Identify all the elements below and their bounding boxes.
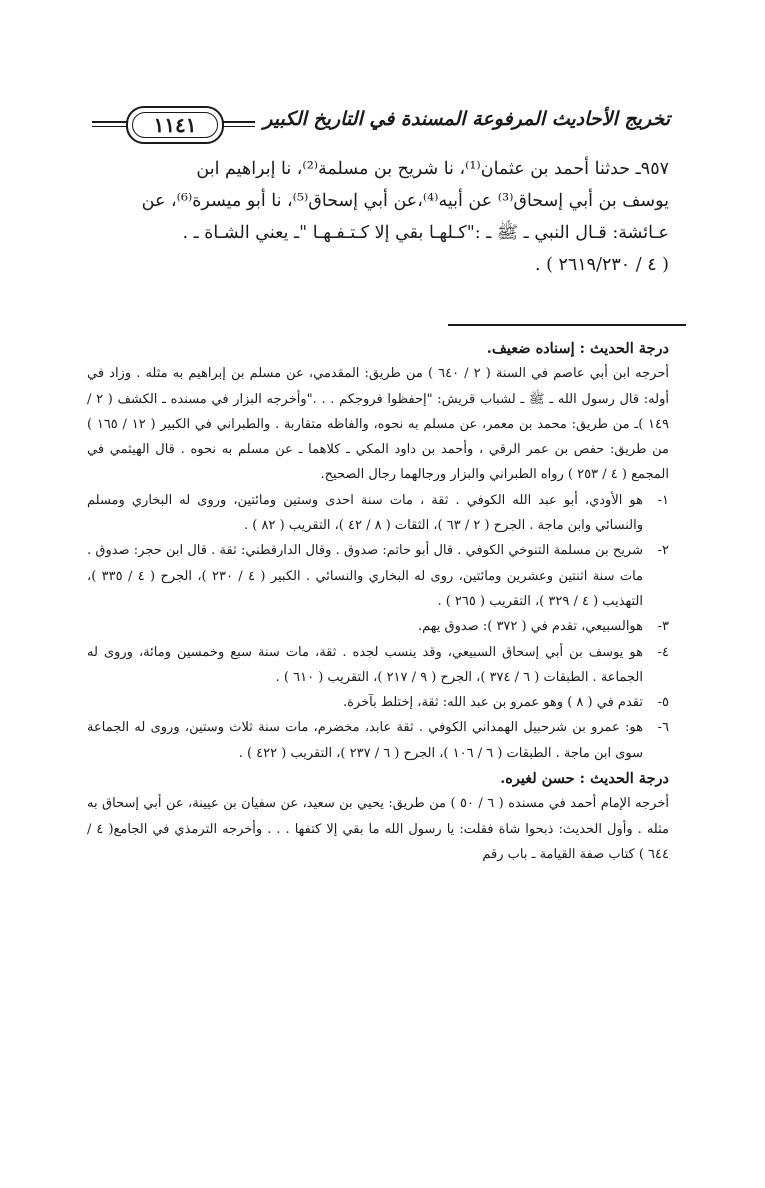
footnote-4	[87, 640, 669, 691]
footnote-5	[87, 690, 669, 715]
running-header	[92, 103, 670, 145]
footnote-3	[87, 614, 669, 639]
footnote-text: هوالسبيعي، تقدم في ( ٣٧٢ ): صدوق يهم.	[417, 619, 643, 635]
footnote-number: ٣-	[657, 619, 669, 635]
footnote-text: تقدم في ( ٨ ) وهو عمرو بن عبد الله: ثقة، إختلط بآخرة.	[343, 695, 643, 711]
footnote-divider	[448, 324, 686, 326]
running-title: تخريج الأحاديث المرفوعة المسندة في التاريخ الكبير	[255, 108, 670, 130]
hadith-line: ٩٥٧ـ حدثنا أحمد بن عثمان⁽¹⁾، نا شريح بن مسلمة⁽²⁾، نا إبراهيم ابن	[196, 159, 669, 179]
takhrij-paragraph: أحرجه ابن أبي عاصم في السنة ( ٢ / ٦٤٠ ) من طريق: المقدمي، عن مسلم بن إبراهيم به مثله . وزاد في أوله: قال رسول الله ـ ﷺ ـ لشباب قريش: "إحفظوا فروجكم . . ."وأخرجه البزار في مسنده ـ الكشف ( ٢ / ١٤٩ )ـ من طريق: محمد بن معمر، عن مسلم به نحوه، والفاظه متقاربة . والطبراني في الكبير ( ١٢ / ١٦٥ ) من طريق: حفص بن عمر الرقي ، وأحمد بن داود المكي ـ كلاهما ـ عن مسلم به نحوه . قال الهيثمي في المجمع ( ٤ / ٢٥٣ ) رواه الطبراني والبزار ورجالهما رجال الصحيح.	[87, 366, 670, 483]
hadith-line: يوسف بن أبي إسحاق⁽³⁾ عن أبيه⁽⁴⁾،عن أبي إسحاق⁽⁵⁾، نا أبو ميسرة⁽⁶⁾، عن	[141, 191, 669, 211]
footnotes-section	[87, 336, 669, 867]
footnote-6	[87, 715, 669, 766]
footnote-number: ٦-	[657, 720, 669, 736]
footnote-2	[87, 538, 669, 614]
footnote-number: ٥-	[657, 695, 669, 711]
page-number: ١١٤١	[153, 113, 197, 137]
footnote-number: ٢-	[657, 543, 669, 559]
footnote-number: ٤-	[657, 644, 669, 660]
page-number-badge	[126, 106, 224, 144]
footnote-text: شريح بن مسلمة التنوخي الكوفي . قال أبو حاتم: صدوق . وقال الدارقطني: ثقة . قال ابن حجر: صدوق . مات سنة اثنتين وعشرين ومائتين، روى له البخاري والنسائي . الكبير ( ٤ / ٢٣٠ )، الجرح ( ٤ / ٣٣٥ )، التهذيب ( ٤ / ٣٢٩ )، التقريب ( ٢٦٥ ) .	[87, 543, 643, 609]
footnote-text: هو: عمرو بن شرحبيل الهمداني الكوفي . ثقة عابد، مخضرم، مات سنة ثلاث وستين، وروى له الجماعة سوى ابن ماجة . الطبقات ( ٦ / ١٠٦ )، الجرح ( ٦ / ٢٣٧ )، التقريب ( ٤٢٢ ) .	[87, 720, 643, 761]
footnote-1	[87, 488, 669, 539]
hadith-line: ( ٤ / ٢٦١٩/٢٣٠ ) .	[534, 255, 669, 275]
footnote-text: هو يوسف بن أبي إسحاق السبيعي، وقد ينسب لجده . ثقة، مات سنة سبع وخمسين ومائة، وروى له الجماعة . الطبقات ( ٦ / ٣٧٤ )، الجرح ( ٩ / ٢١٧ )، التقريب ( ٦١٠ ) .	[87, 644, 643, 685]
hadith-line: عـائشة: قـال النبي ـ ﷺ ـ :"كـلهـا بقي إلا كـتـفـهـا "ـ يعني الشـاة ـ .	[182, 223, 669, 243]
grade-heading: درجة الحديث : إسناده ضعيف.	[486, 340, 669, 357]
footnote-text: هو الأودي، أبو عبد الله الكوفي . ثقة ، مات سنة احدى وستين ومائتين، وروى له البخاري ومسلم والنسائي وابن ماجة . الجرح ( ٢ / ٦٣ )، الثقات ( ٨ / ٤٢ )، التقريب ( ٨٢ ) .	[87, 492, 643, 534]
hadith-text	[87, 153, 669, 281]
footnote-number: ١-	[657, 492, 669, 508]
grade-heading: درجة الحديث : حسن لغيره.	[500, 770, 669, 788]
takhrij-paragraph: أخرجه الإمام أحمد في مسنده ( ٦ / ٥٠ ) من طريق: يحيي بن سعيد، عن سفيان بن عيينة، عن أبي إسحاق به مثله . وأول الحديث: ذبحوا شاة فقلت: يا رسول الله ما بقي إلا كتفها . . . وأخرجه الترمذي في الجامع( ٤ / ٦٤٤ ) كتاب صفة القيامة ـ باب رقم	[87, 796, 669, 862]
